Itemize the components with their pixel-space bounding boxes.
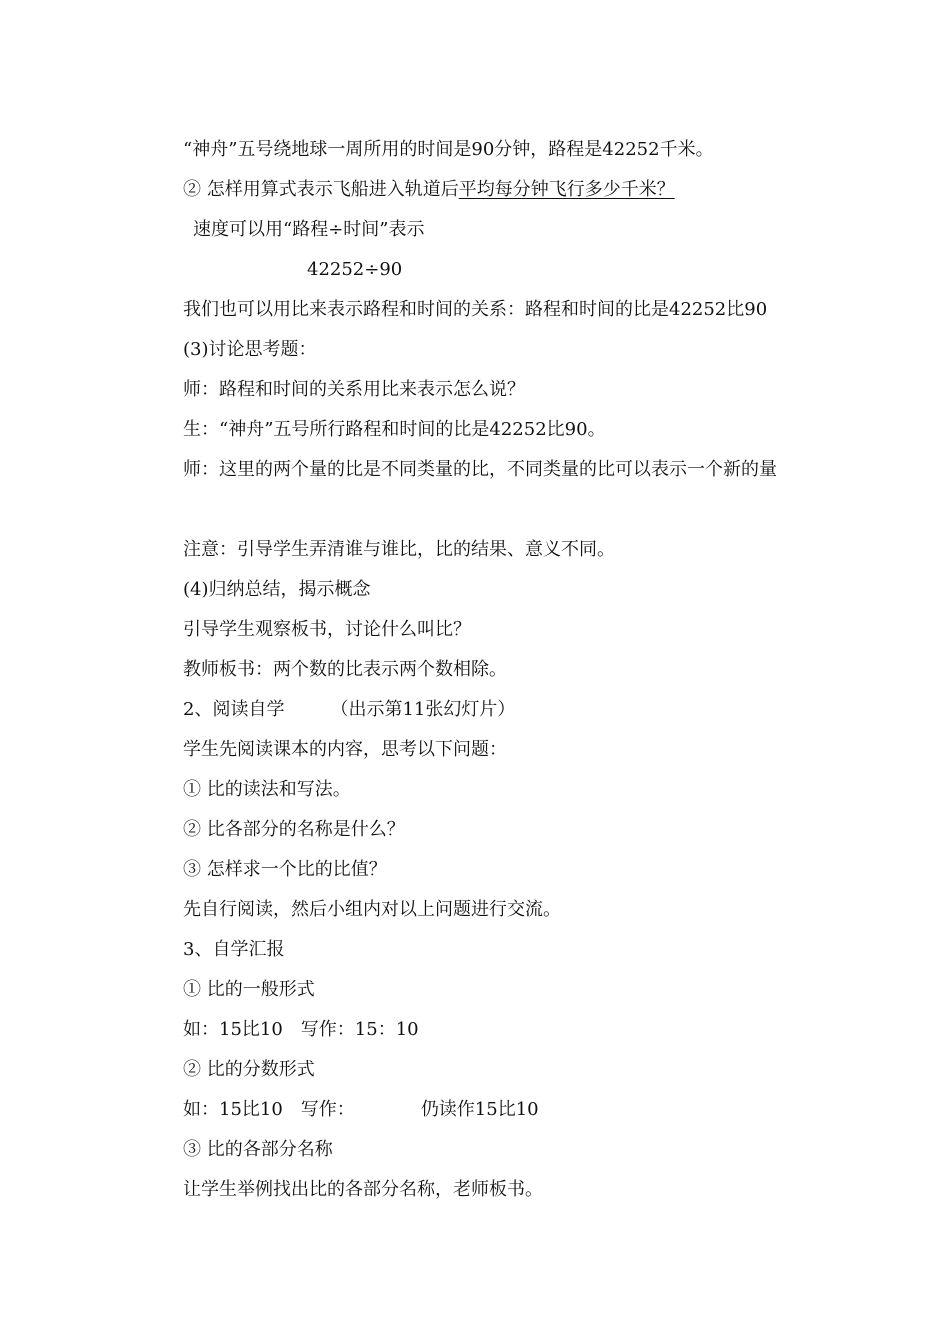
question-2-underlined: 平均每分钟飞行多少千米？	[458, 179, 675, 200]
question-2-prefix: ② 怎样用算式表示飞船进入轨道后	[183, 179, 459, 200]
text-line-fraction-example	[183, 1098, 539, 1122]
text-line-shenzhou-orbit: “神舟”五号绕地球一周所用的时间是90分钟，路程是42252千米。	[183, 139, 714, 160]
text-line-division-expression: 42252÷90	[307, 259, 403, 280]
text-line-summary-heading: (4)归纳总结，揭示概念	[183, 579, 371, 600]
text-line-observe-board: 引导学生观察板书，讨论什么叫比？	[183, 619, 471, 640]
list-item-fraction-form: ② 比的分数形式	[183, 1059, 315, 1080]
list-item-part-names-heading: ③ 比的各部分名称	[183, 1139, 333, 1160]
text-line-speed-formula: 速度可以用“路程÷时间”表示	[193, 219, 425, 240]
text-line-ratio-relation: 我们也可以用比来表示路程和时间的关系：路程和时间的比是42252比90	[183, 299, 768, 320]
text-line-teacher-question: 师：路程和时间的关系用比来表示怎么说？	[183, 379, 525, 400]
slide-reference: （出示第11张幻灯片）	[330, 699, 516, 720]
text-line-students-examples: 让学生举例找出比的各部分名称，老师板书。	[183, 1179, 543, 1200]
list-item-general-form: ① 比的一般形式	[183, 979, 315, 1000]
text-line-general-example: 如：15比10 写作：15：10	[183, 1019, 419, 1040]
text-line-teacher-explanation: 师：这里的两个量的比是不同类量的比，不同类量的比可以表示一个新的量	[183, 459, 777, 480]
reading-heading: 2、阅读自学	[183, 699, 285, 720]
list-item-ratio-value: ③ 怎样求一个比的比值？	[183, 859, 387, 880]
text-line-note: 注意：引导学生弄清谁与谁比，比的结果、意义不同。	[183, 539, 615, 560]
text-line-student-answer: 生：“神舟”五号所行路程和时间的比是42252比90。	[183, 419, 606, 440]
text-line-discussion-heading: (3)讨论思考题：	[183, 339, 317, 360]
text-line-reading-section	[183, 698, 515, 722]
list-item-part-names: ② 比各部分的名称是什么？	[183, 819, 405, 840]
fraction-example-prefix: 如：15比10 写作：	[183, 1099, 355, 1120]
text-line-reading-questions: 学生先阅读课本的内容，思考以下问题：	[183, 739, 507, 760]
list-item-read-write: ① 比的读法和写法。	[183, 779, 351, 800]
text-line-question-2	[183, 178, 675, 202]
text-line-self-study-report: 3、自学汇报	[183, 939, 285, 960]
fraction-example-reading: 仍读作15比10	[420, 1099, 539, 1120]
text-line-board-definition: 教师板书：两个数的比表示两个数相除。	[183, 659, 507, 680]
text-line-group-discussion: 先自行阅读，然后小组内对以上问题进行交流。	[183, 899, 561, 920]
